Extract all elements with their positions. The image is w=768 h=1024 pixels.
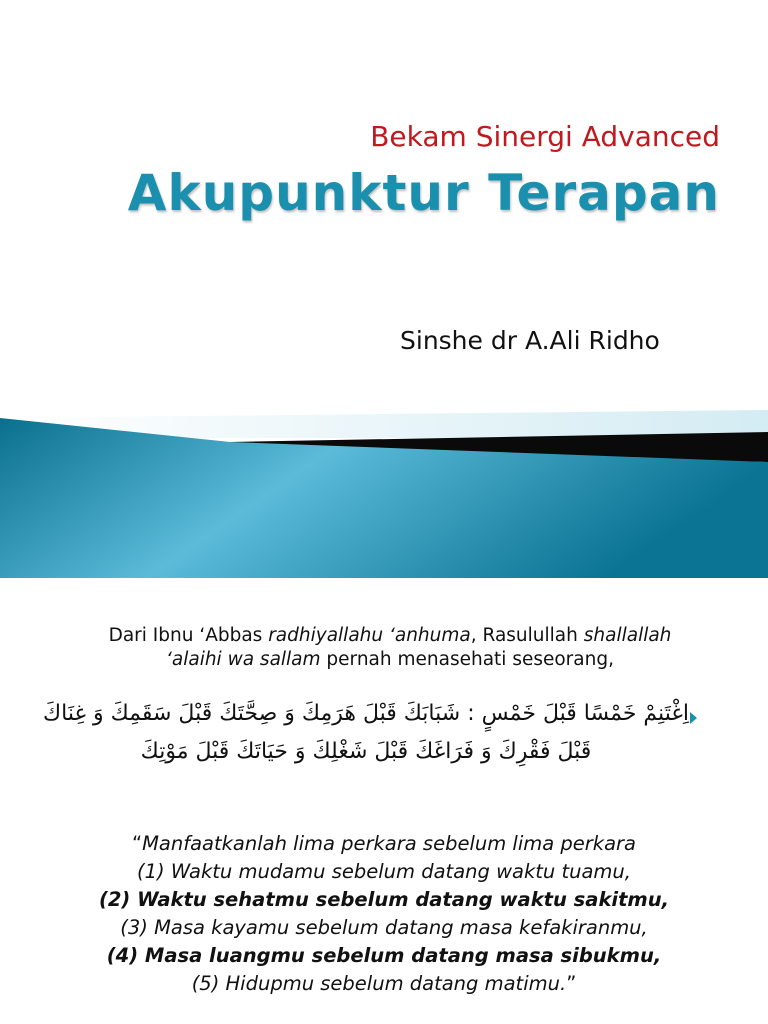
intro-text-3: , Rasulullah [470,625,584,646]
translation-line-3: (3) Masa kayamu sebelum datang masa kefakiranmu, [120,916,648,939]
intro-text-4: shallallah [583,625,672,646]
hadith-arabic-text: اِغْتَنِمْ خَمْسًا قَبْلَ خَمْسٍ : شَبَابَكَ قَبْلَ هَرَمِكَ وَ صِحَّتَكَ قَبْلَ سَقَمِكَ وَ غِنَاكَ قَبْلَ فَقْرِكَ وَ فَرَاغَكَ قَبْلَ شَغْلِكَ وَ حَيَاتَكَ قَبْلَ مَوْتِكَ [43,701,689,764]
slide-title: Akupunktur Terapan [127,164,720,222]
translation-line-4: (4) Masa luangmu sebelum datang masa sibukmu, [106,944,662,967]
translation-line-2: (2) Waktu sehatmu sebelum datang waktu sakitmu, [98,888,670,911]
open-quote: “ [131,832,143,855]
hadith-translation [40,830,728,998]
intro-text-6: pernah menasehati seseorang, [320,649,614,670]
intro-text-2: radhiyallahu ‘anhuma [268,625,471,646]
translation-line-0: Manfaatkanlah lima perkara sebelum lima perkara [142,832,637,855]
intro-text-1: Dari Ibnu ‘Abbas [108,625,269,646]
close-quote: ” [566,972,577,995]
intro-text-5: ‘alaihi wa sallam [166,649,321,670]
decorative-banner [0,408,768,578]
translation-line-1: (1) Waktu mudamu sebelum datang waktu tuamu, [137,860,631,883]
slide-author: Sinshe dr A.Ali Ridho [400,326,660,355]
slide-subtitle: Bekam Sinergi Advanced [370,120,720,153]
intro-paragraph [40,624,740,672]
translation-line-5: (5) Hidupmu sebelum datang matimu. [191,972,567,995]
